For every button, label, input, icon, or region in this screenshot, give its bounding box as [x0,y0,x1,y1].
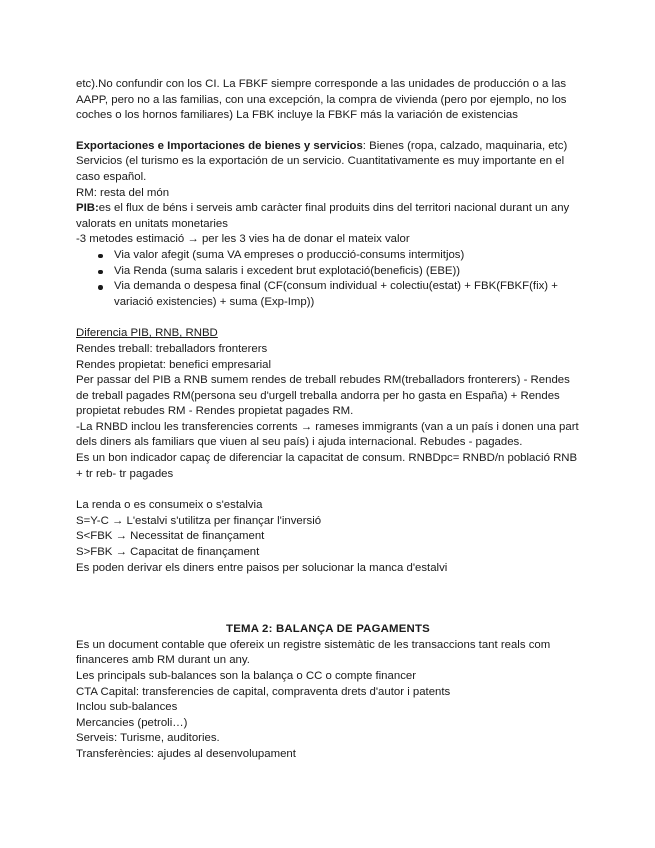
exportaciones-text: : Bienes (ropa, calzado, maquinaria, etc) Servicios (el turismo es la exportación de un servicio. Cuantitativamente es muy importante en el caso español. [76,139,568,183]
tema-title: TEMA 2: BALANÇA DE PAGAMENTS [226,623,430,636]
exportaciones-heading: Exportaciones e Importaciones de bienes y servicios [76,139,363,152]
renda-line: La renda o es consumeix o s'estalvia [76,499,263,512]
s-equation-line: S=Y-C → L'estalvi s'utilitza per finançar l'inversió [76,514,322,527]
list-item: Via demanda o despesa final (CF(consum individual + colectiu(estat) + FBK(FBKF(fix) + variació existencies) + suma (Exp-Imp)) [114,279,580,310]
derivar-line: Es poden derivar els diners entre paisos per solucionar la manca d'estalvi [76,561,448,574]
rendes-treball-line: Rendes treball: treballadors fronterers [76,342,268,355]
metodes-list [76,248,580,310]
diferencia-heading: Diferencia PIB, RNB, RNBD [76,327,218,340]
inclou-line: Inclou sub-balances [76,701,178,714]
rendes-propietat-line: Rendes propietat: benefici empresarial [76,358,272,371]
paragraph-rnbd: -La RNBD inclou les transferencies corrents → rameses immigrants (van a un país i donen una part dels diners als familiars que viuen al seu país) i ajuda internacional. Rebudes - pagades. [76,420,579,449]
s-less-line: S<FBK → Necessitat de finançament [76,530,265,543]
pib-label: PIB: [76,202,99,215]
tema-intro: Es un document contable que ofereix un registre sistemàtic de les transaccions tant reals com financeres amb RM durant un any. [76,638,551,667]
document-body [76,77,580,763]
serveis-line: Serveis: Turisme, auditories. [76,732,220,745]
subbalances-line: Les principals sub-balances son la balança o CC o compte financer [76,670,417,682]
transferencies-line: Transferències: ajudes al desenvolupament [76,747,296,760]
mercancies-line: Mercancies (petroli…) [76,716,188,729]
cta-capital-line: CTA Capital: transferencies de capital, compraventa drets d'autor i patents [76,685,451,698]
paragraph-indicador: Es un bon indicador capaç de diferenciar la capacitat de consum. RNBDpc= RNBD/n població RNB + tr reb- tr pagades [76,452,578,480]
paragraph-passar: Per passar del PIB a RNB sumem rendes de treball rebudes RM(treballadors fronterers) - Rendes de treball pagades RM(persona seu d'urgell treballa andorra per ho gasta en España) + Rendes propietat rebudes RM - Rendes propietat pagades RM. [76,374,570,418]
pib-text: es el flux de béns i serveis amb caràcter final produits dins del territori nacional durant un any valorats en unitats monetaries [76,202,570,230]
paragraph-fbkf: etc).No confundir con los CI. La FBKF siempre corresponde a las unidades de producción o a las AAPP, pero no a las familias, con una excepción, la compra de vivienda (pero por ejemplo, no los coches o los hornos familiares) La FBK incluye la FBKF más la variación de existencias [76,78,567,122]
metodes-line: -3 metodes estimació → per les 3 vies ha de donar el mateix valor [76,233,410,246]
s-more-line: S>FBK → Capacitat de finançament [76,546,260,559]
rm-line: RM: resta del món [76,186,170,199]
paragraph-pib [76,201,580,232]
list-item: Via valor afegit (suma VA empreses o producció-consums intermitjos) [114,248,580,264]
list-item: Via Renda (suma salaris i excedent brut explotació(beneficis) (EBE)) [114,264,580,280]
paragraph-exportaciones [76,139,580,186]
